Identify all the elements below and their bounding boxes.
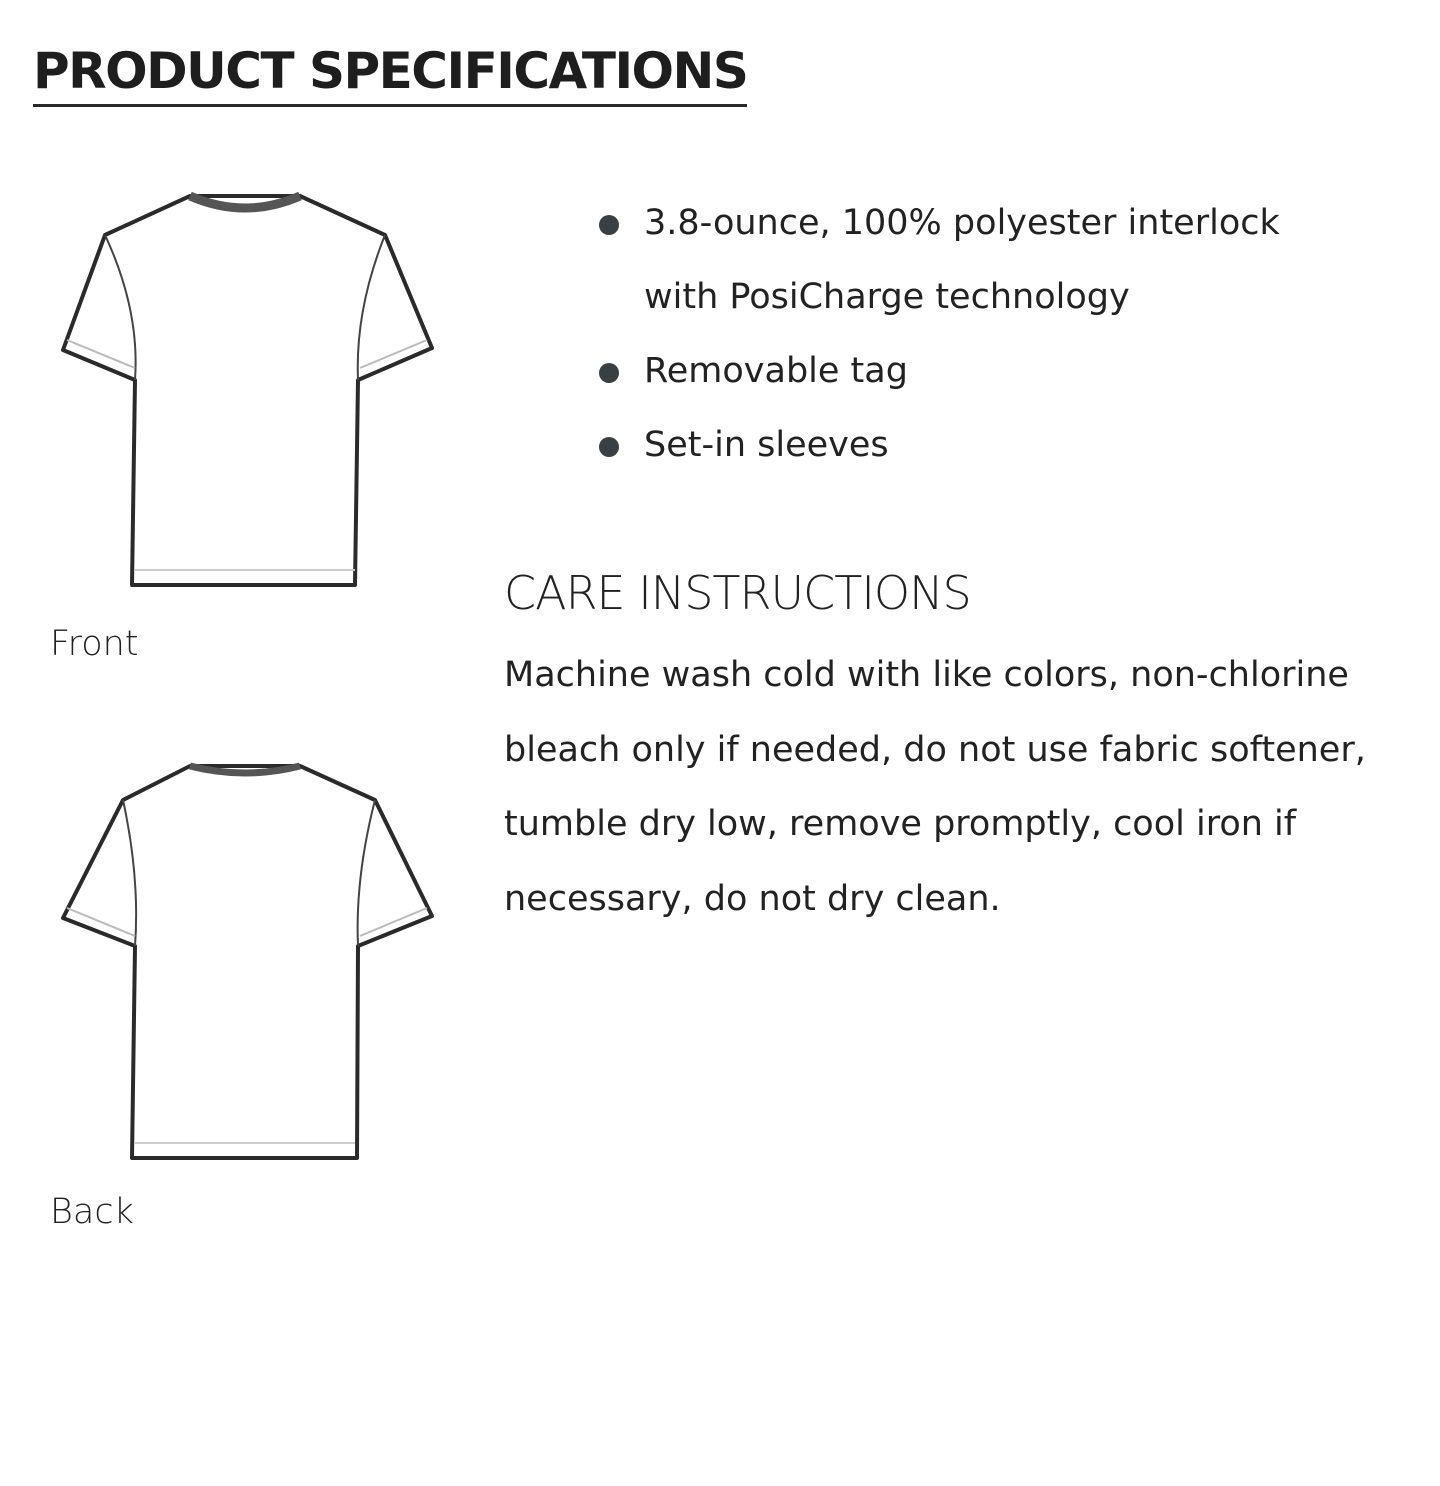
back-caption: Back	[50, 1192, 134, 1232]
page-title: PRODUCT SPECIFICATIONS	[33, 40, 747, 107]
care-instructions-heading: CARE INSTRUCTIONS	[504, 566, 971, 620]
feature-list	[596, 186, 1376, 482]
care-instructions-text: Machine wash cold with like colors, non-chlorine bleach only if needed, do not use fabric softener, tumble dry low, remove promptly, cool iron if necessary, do not dry clean.	[504, 655, 1366, 919]
bullet-icon	[599, 437, 619, 457]
bullet-icon	[599, 363, 619, 383]
tshirt-front-image	[55, 190, 440, 600]
tshirt-back-icon	[55, 758, 440, 1168]
bullet-icon	[599, 215, 619, 235]
feature-item: Removable tag	[596, 334, 1376, 408]
feature-item: 3.8-ounce, 100% polyester interlock with PosiCharge technology	[596, 186, 1344, 334]
front-caption: Front	[50, 624, 139, 664]
tshirt-front-icon	[55, 190, 440, 600]
tshirt-back-image	[55, 758, 440, 1168]
feature-item: Set-in sleeves	[596, 408, 1376, 482]
